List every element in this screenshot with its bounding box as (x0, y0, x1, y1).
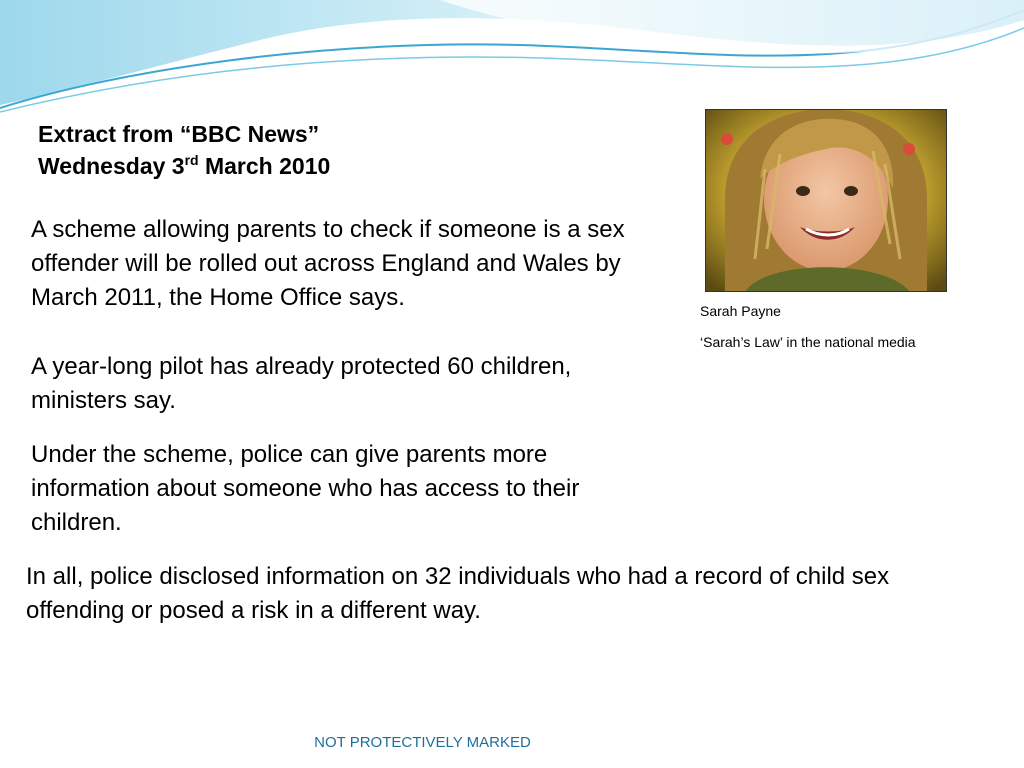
paragraph-pilot: A year-long pilot has already protected 60 children, ministers say. (31, 353, 572, 414)
photo-subcaption: ‘Sarah’s Law’ in the national media (700, 334, 916, 350)
protective-marking-footer: NOT PROTECTIVELY MARKED (314, 734, 531, 751)
paragraph-disclosed: In all, police disclosed information on 32 individuals who had a record of child sex offending or posed a risk in a different way. (26, 563, 890, 624)
heading-date: Wednesday 3rd March 2010 (38, 152, 331, 179)
header-wave-decoration (0, 0, 1024, 120)
article-heading (38, 118, 330, 182)
photo-caption: Sarah Payne (700, 303, 781, 319)
paragraph-police: Under the scheme, police can give parents more information about someone who has access to their children. (31, 441, 580, 536)
heading-source: Extract from “BBC News” (38, 121, 320, 147)
portrait-photo (705, 109, 947, 292)
paragraph-scheme: A scheme allowing parents to check if someone is a sex offender will be rolled out across England and Wales by March 2011, the Home Office says. (31, 216, 625, 311)
